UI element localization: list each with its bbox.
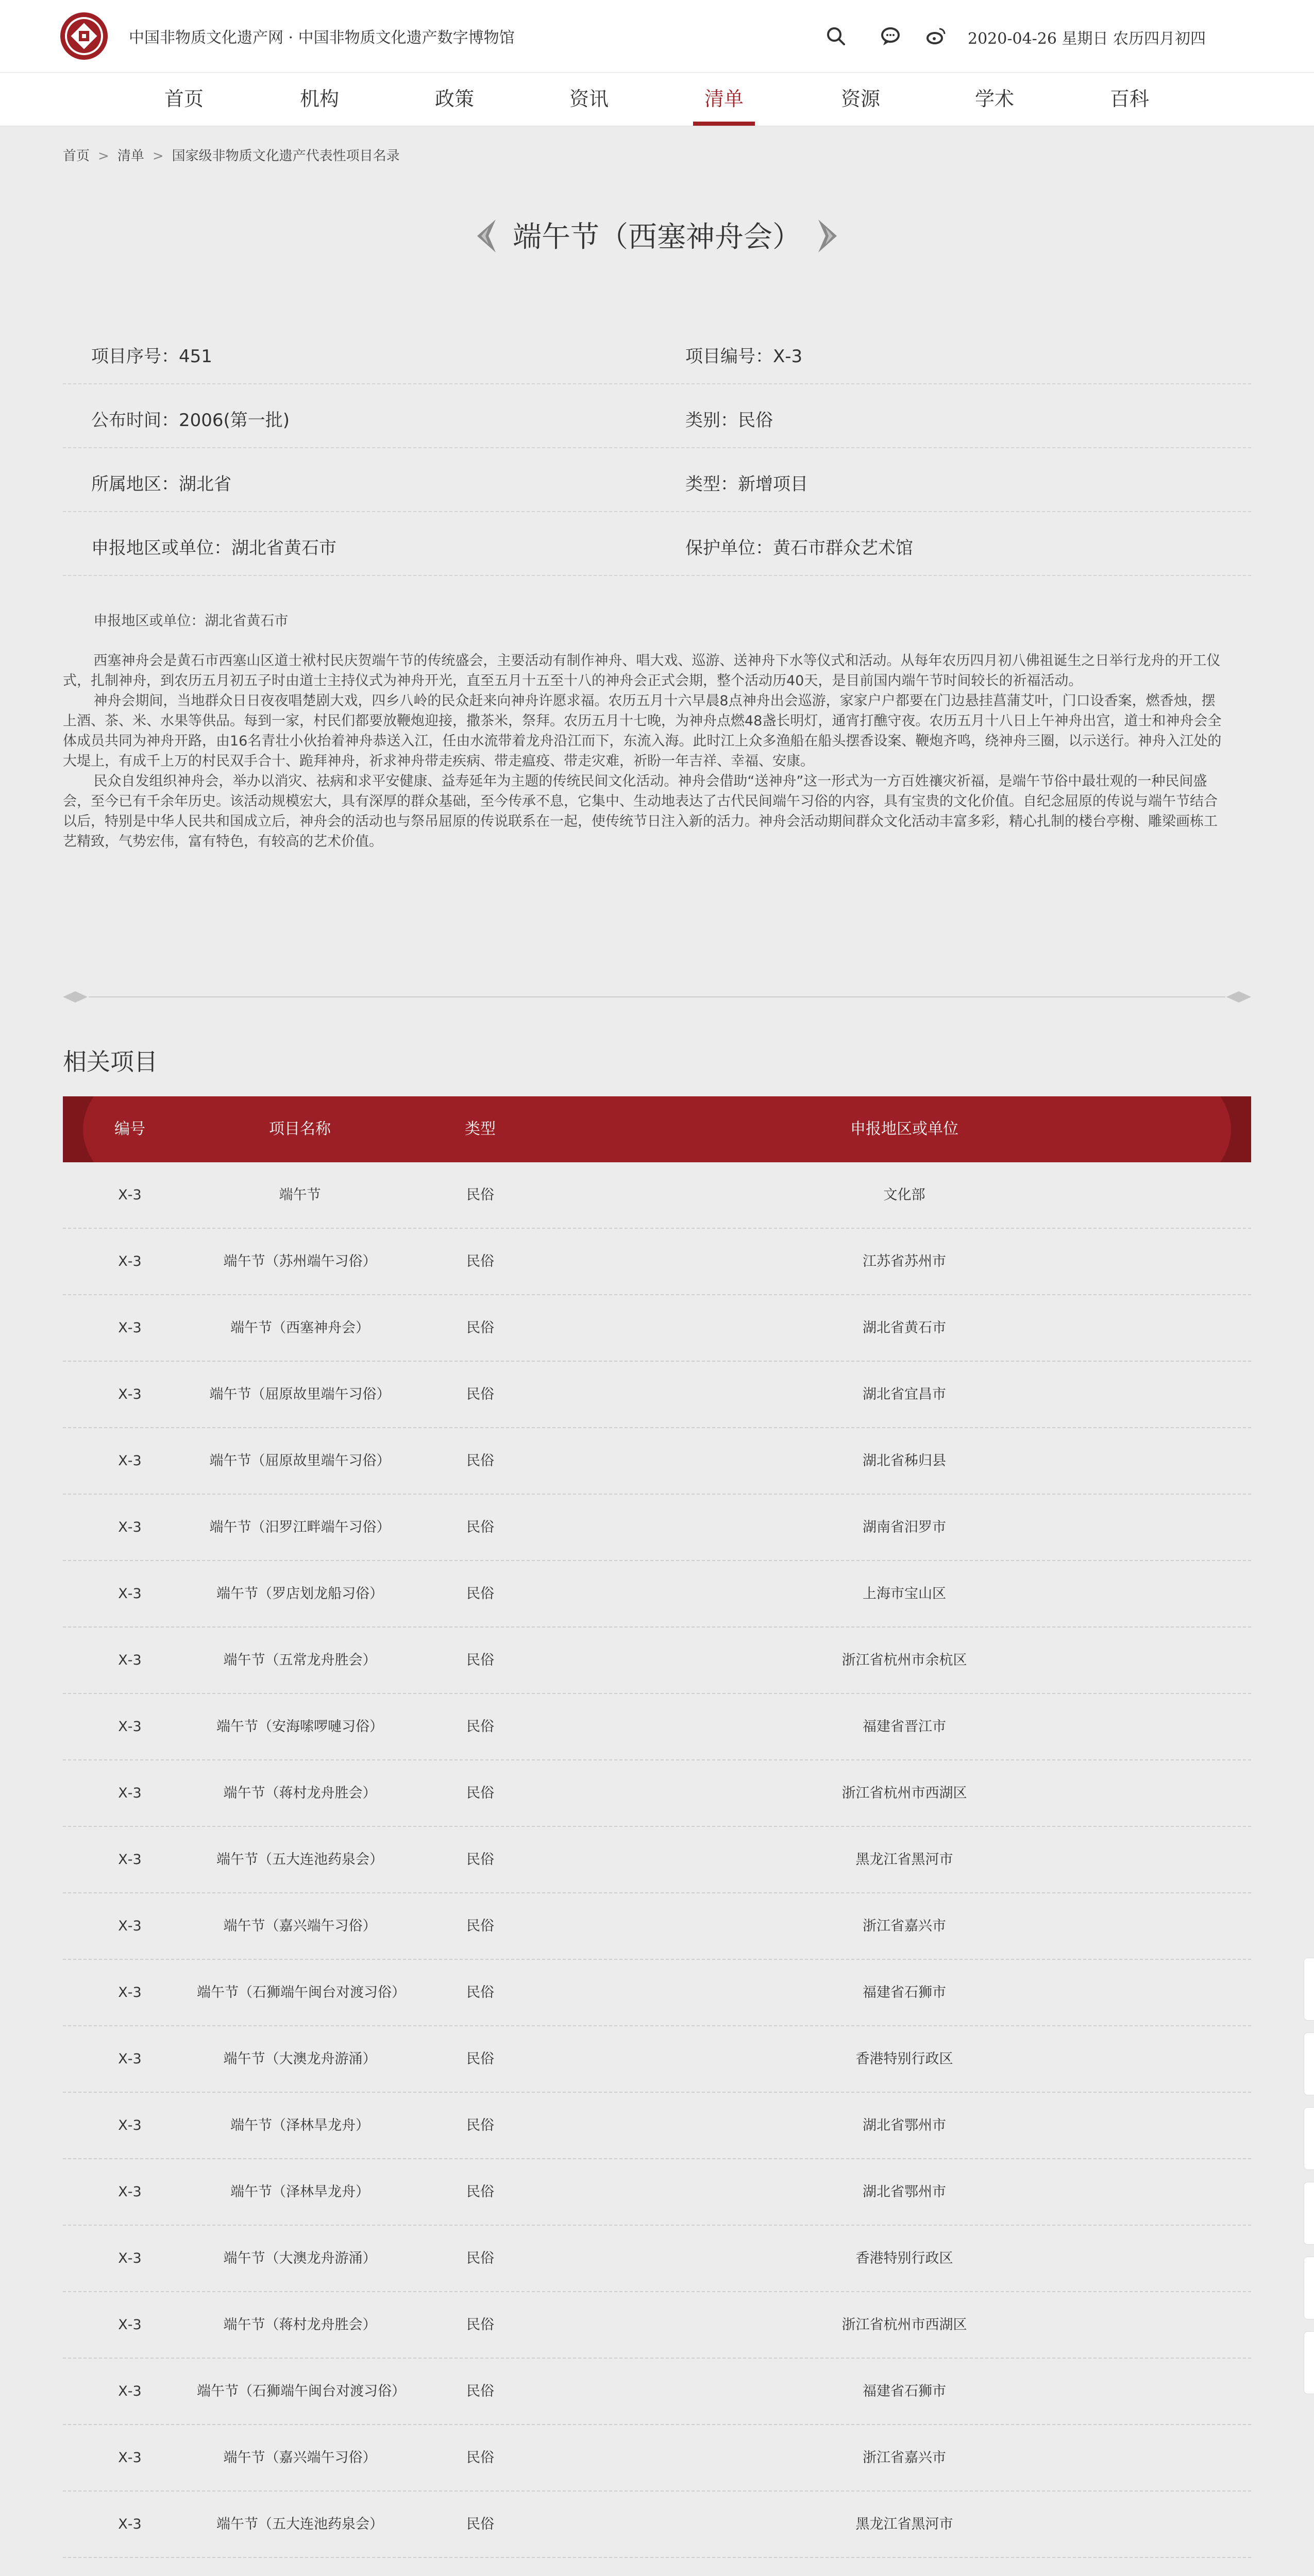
table-row[interactable] xyxy=(63,1295,1251,1362)
cell-region: 湖北省鄂州市 xyxy=(863,2117,946,2133)
cell-type: 民俗 xyxy=(466,1453,494,1469)
table-row[interactable] xyxy=(63,1827,1251,1893)
cell-type: 民俗 xyxy=(466,2117,494,2133)
table-row[interactable] xyxy=(63,2425,1251,2492)
cell-type: 民俗 xyxy=(466,1985,494,2001)
current-date: 2020-04-26 星期日 农历四月初四 xyxy=(968,30,1206,48)
cell-type: 民俗 xyxy=(466,1785,494,1801)
table-row[interactable] xyxy=(63,1428,1251,1495)
side-float-tab[interactable] xyxy=(1304,2032,1314,2095)
cell-region: 黑龙江省黑河市 xyxy=(855,2516,953,2532)
project-code: 项目编号：Ⅹ-3 xyxy=(685,346,803,367)
cell-name[interactable]: 端午节（西塞神舟会） xyxy=(230,1320,369,1336)
info-row xyxy=(63,511,1251,576)
right-ornament-icon xyxy=(816,216,841,256)
cell-code: Ⅹ-3 xyxy=(118,2117,142,2133)
cell-name[interactable]: 端午节（五大连池药泉会） xyxy=(216,1852,383,1868)
cell-name[interactable]: 端午节（罗店划龙船习俗） xyxy=(216,1586,383,1602)
cell-code: Ⅹ-3 xyxy=(118,2051,142,2067)
cell-code: Ⅹ-3 xyxy=(118,2450,142,2466)
chat-icon[interactable] xyxy=(879,25,902,47)
cell-name[interactable]: 端午节（安海嗦啰嗹习俗） xyxy=(216,1719,383,1735)
cell-code: Ⅹ-3 xyxy=(118,2383,142,2399)
cell-code: Ⅹ-3 xyxy=(118,1852,142,1868)
cell-type: 民俗 xyxy=(466,2184,494,2200)
project-type: 类型：新增项目 xyxy=(685,474,808,495)
cell-region: 湖北省鄂州市 xyxy=(863,2184,946,2200)
cell-region: 浙江省嘉兴市 xyxy=(863,2450,946,2466)
cell-type: 民俗 xyxy=(466,1652,494,1668)
cell-region: 文化部 xyxy=(883,1187,925,1203)
side-float-tab[interactable] xyxy=(1304,2331,1314,2394)
table-row[interactable] xyxy=(63,2492,1251,2558)
side-float-tab[interactable] xyxy=(1304,2257,1314,2319)
info-row xyxy=(63,447,1251,512)
cell-type: 民俗 xyxy=(466,1918,494,1934)
cell-type: 民俗 xyxy=(466,2450,494,2466)
title-section xyxy=(0,206,1314,263)
search-icon[interactable] xyxy=(824,25,847,47)
cell-region: 福建省石狮市 xyxy=(863,2383,946,2399)
breadcrumb-current[interactable]: 国家级非物质文化遗产代表性项目名录 xyxy=(172,148,400,164)
cell-type: 民俗 xyxy=(466,2250,494,2266)
cell-code: Ⅹ-3 xyxy=(118,1918,142,1934)
cell-type: 民俗 xyxy=(466,1386,494,1402)
table-row[interactable] xyxy=(63,1760,1251,1827)
cell-region: 湖北省宜昌市 xyxy=(863,1386,946,1402)
chevron-right-icon: > xyxy=(98,148,109,164)
nav-item-home[interactable]: 首页 xyxy=(164,88,204,110)
breadcrumb-home[interactable]: 首页 xyxy=(63,148,90,164)
description-paragraph: 神舟会期间，当地群众日日夜夜唱楚剧大戏，四乡八岭的民众赶来向神舟许愿求福。农历五月十六早晨8点神舟出会巡游，家家户户都要在门边悬挂菖蒲艾叶，门口设香案，燃香烛，摆上酒、茶、米、水果等供品。每到一家，村民们都要放鞭炮迎接，撒茶米，祭拜。农历五月十七晚，为神舟点燃48盏长明灯，通宵打醮守夜。农历五月十八日上午神舟出宫，道士和神舟会全体成员共同为神舟开路，由16名青壮小伙抬着神舟恭送入江，任由水流带着龙舟沿江而下，东流入海。此时江上众多渔船在船头摆香设案、鞭炮齐鸣，绕神舟三圈，以示送行。神舟入江处的大堤上，有成千上万的村民双手合十、跪拜神舟，祈求神舟带走疾病、带走瘟疫、带走灾难，祈盼一年吉祥、幸福、安康。 xyxy=(63,693,1222,769)
top-header xyxy=(0,0,1314,73)
cell-name[interactable]: 端午节（蒋村龙舟胜会） xyxy=(223,1785,377,1801)
cell-code xyxy=(63,2558,197,2576)
project-region: 所属地区：湖北省 xyxy=(91,474,231,495)
declaring-unit: 申报地区或单位：湖北省黄石市 xyxy=(91,538,336,558)
cell-type: 民俗 xyxy=(466,2051,494,2067)
cell-region: 浙江省杭州市西湖区 xyxy=(841,1785,967,1801)
nav-item-resources[interactable]: 资源 xyxy=(840,88,880,110)
weibo-icon[interactable] xyxy=(925,25,948,47)
table-row[interactable] xyxy=(63,1362,1251,1428)
cell-region: 上海市宝山区 xyxy=(863,1586,946,1602)
cell-name[interactable]: 端午节（大澳龙舟游涌） xyxy=(223,2051,377,2067)
cell-code: Ⅹ-3 xyxy=(118,1586,142,1602)
nav-item-encyclopedia[interactable]: 百科 xyxy=(1109,88,1149,110)
cell-type: 民俗 xyxy=(466,2317,494,2333)
cell-region: 湖北省秭归县 xyxy=(863,1453,946,1469)
cell-region: 江苏省苏州市 xyxy=(863,1253,946,1269)
related-projects-table xyxy=(63,1096,1251,2576)
table-row[interactable] xyxy=(63,2226,1251,2292)
cell-type: 民俗 xyxy=(466,1253,494,1269)
protection-unit: 保护单位：黄石市群众艺术馆 xyxy=(685,538,913,558)
table-row[interactable] xyxy=(63,2093,1251,2159)
table-row[interactable] xyxy=(63,2292,1251,2359)
info-row xyxy=(63,383,1251,448)
cell-type: 民俗 xyxy=(466,1852,494,1868)
side-float-tab[interactable] xyxy=(1304,2107,1314,2170)
column-header-region: 申报地区或单位 xyxy=(850,1120,958,1138)
side-float-tab[interactable] xyxy=(1304,2182,1314,2245)
cell-type: 民俗 xyxy=(466,1187,494,1203)
cell-code: Ⅹ-3 xyxy=(118,1386,142,1402)
cell-code: Ⅹ-3 xyxy=(118,1719,142,1735)
column-header-type: 类型 xyxy=(465,1120,496,1138)
cell-name[interactable]: 端午节（五大连池药泉会） xyxy=(216,2516,383,2532)
table-row[interactable] xyxy=(63,1893,1251,1960)
table-row[interactable] xyxy=(63,2159,1251,2226)
nav-item-institutions[interactable]: 机构 xyxy=(299,88,339,110)
table-row[interactable] xyxy=(63,1694,1251,1760)
cell-code: Ⅹ-3 xyxy=(118,2317,142,2333)
page-title: 端午节（西塞神舟会） xyxy=(513,221,801,254)
cell-type: 民俗 xyxy=(466,2516,494,2532)
cell-region: 福建省晋江市 xyxy=(863,1719,946,1735)
cell-region: 浙江省杭州市余杭区 xyxy=(841,1652,967,1668)
cell-code: Ⅹ-3 xyxy=(118,1652,142,1668)
column-header-name: 项目名称 xyxy=(269,1120,331,1138)
breadcrumb-list[interactable]: 清单 xyxy=(117,148,144,164)
table-row[interactable] xyxy=(63,1628,1251,1694)
chevron-right-icon: > xyxy=(152,148,164,164)
table-row[interactable] xyxy=(63,2026,1251,2093)
cell-type: 民俗 xyxy=(466,1320,494,1336)
cell-code: Ⅹ-3 xyxy=(118,1519,142,1535)
cell-name[interactable]: 端午节（石狮端午闽台对渡习俗） xyxy=(197,2383,406,2399)
publish-time: 公布时间：2006(第一批) xyxy=(91,410,290,431)
table-row[interactable] xyxy=(63,1960,1251,2026)
project-seq: 项目序号：451 xyxy=(91,346,212,367)
table-header xyxy=(63,1096,1251,1162)
cell-type xyxy=(403,2558,558,2576)
section-divider xyxy=(63,989,1251,1005)
cell-name[interactable]: 端午节（蒋村龙舟胜会） xyxy=(223,2317,377,2333)
info-row xyxy=(63,319,1251,384)
cell-name[interactable]: 端午节（嘉兴端午习俗） xyxy=(223,2450,377,2466)
related-projects-title: 相关项目 xyxy=(63,1048,158,1076)
cell-name[interactable]: 端午节（屈原故里端午习俗） xyxy=(209,1386,391,1402)
nav-item-list[interactable]: 清单 xyxy=(672,73,776,126)
cell-name[interactable]: 端午节（泽林旱龙舟） xyxy=(230,2184,369,2200)
cell-code: Ⅹ-3 xyxy=(118,2516,142,2532)
cell-region: 香港特别行政区 xyxy=(855,2250,953,2266)
cell-region xyxy=(558,2558,1251,2576)
table-row[interactable] xyxy=(63,1495,1251,1561)
column-header-code: 编号 xyxy=(114,1120,145,1138)
cell-code: Ⅹ-3 xyxy=(118,1453,142,1469)
cell-region: 福建省石狮市 xyxy=(863,1985,946,2001)
cell-region: 湖南省汨罗市 xyxy=(863,1519,946,1535)
side-float-tab[interactable] xyxy=(1304,1958,1314,2021)
cell-region: 黑龙江省黑河市 xyxy=(855,1852,953,1868)
table-row[interactable] xyxy=(63,2558,1251,2576)
cell-type: 民俗 xyxy=(466,1719,494,1735)
nav-item-news[interactable]: 资讯 xyxy=(569,88,609,110)
table-row[interactable] xyxy=(63,1229,1251,1295)
cell-code: Ⅹ-3 xyxy=(118,2250,142,2266)
cell-type: 民俗 xyxy=(466,1586,494,1602)
cell-code: Ⅹ-3 xyxy=(118,1985,142,2001)
cell-region: 湖北省黄石市 xyxy=(863,1320,946,1336)
table-row[interactable] xyxy=(63,2359,1251,2425)
cell-name[interactable]: 端午节（屈原故里端午习俗） xyxy=(209,1453,391,1469)
cell-code: Ⅹ-3 xyxy=(118,2184,142,2200)
cell-name[interactable] xyxy=(197,2558,403,2576)
site-logo-icon[interactable] xyxy=(59,11,109,61)
description-unit-line: 申报地区或单位：湖北省黄石市 xyxy=(93,613,289,629)
main-nav xyxy=(0,73,1314,126)
cell-name[interactable]: 端午节 xyxy=(279,1187,321,1203)
cell-name[interactable]: 端午节（嘉兴端午习俗） xyxy=(223,1918,377,1934)
cell-type: 民俗 xyxy=(466,2383,494,2399)
site-title[interactable]: 中国非物质文化遗产网 · 中国非物质文化遗产数字博物馆 xyxy=(129,29,515,47)
table-row[interactable] xyxy=(63,1561,1251,1628)
project-category: 类别：民俗 xyxy=(685,410,773,431)
cell-name[interactable]: 端午节（大澳龙舟游涌） xyxy=(223,2250,377,2266)
cell-code: Ⅹ-3 xyxy=(118,1785,142,1801)
cell-name[interactable]: 端午节（苏州端午习俗） xyxy=(223,1253,377,1269)
description-paragraph: 西塞神舟会是黄石市西塞山区道士袱村民庆贺端午节的传统盛会，主要活动有制作神舟、唱大戏、巡游、送神舟下水等仪式和活动。从每年农历四月初八佛祖诞生之日举行龙舟的开工仪式，扎制神舟，到农历五月初五子时由道士主持仪式为神舟开光，直至五月十五至十八的神舟会正式会期，整个活动历40天，是目前国内端午节时间较长的祈福活动。 xyxy=(63,653,1221,689)
project-description xyxy=(63,611,1222,852)
cell-name[interactable]: 端午节（汨罗江畔端午习俗） xyxy=(209,1519,391,1535)
description-paragraph: 民众自发组织神舟会，举办以消灾、祛病和求平安健康、益寿延年为主题的传统民间文化活动。神舟会借助“送神舟”这一形式为一方百姓禳灾祈福，是端午节俗中最壮观的一种民间盛会，至今已有千余年历史。该活动规模宏大，具有深厚的群众基础，至今传承不息，它集中、生动地表达了古代民间端午习俗的内容，具有宝贵的文化价值。自纪念屈原的传说与端午节结合以后，特别是中华人民共和国成立后，神舟会的活动也与祭吊屈原的传说联系在一起，使传统节日注入新的活力。神舟会活动期间群众文化活动丰富多彩，精心扎制的楼台亭榭、雕梁画栋工艺精致，气势宏伟，富有特色，有较高的艺术价值。 xyxy=(63,773,1218,850)
nav-item-policy[interactable]: 政策 xyxy=(434,88,474,110)
cell-code: Ⅹ-3 xyxy=(118,1320,142,1336)
cell-region: 香港特别行政区 xyxy=(855,2051,953,2067)
cell-name[interactable]: 端午节（泽林旱龙舟） xyxy=(230,2117,369,2133)
cell-region: 浙江省杭州市西湖区 xyxy=(841,2317,967,2333)
cell-type: 民俗 xyxy=(466,1519,494,1535)
cell-code: Ⅹ-3 xyxy=(118,1187,142,1203)
cell-region: 浙江省嘉兴市 xyxy=(863,1918,946,1934)
cell-name[interactable]: 端午节（石狮端午闽台对渡习俗） xyxy=(197,1985,406,2001)
cell-code: Ⅹ-3 xyxy=(118,1253,142,1269)
breadcrumb xyxy=(63,145,400,164)
cell-name[interactable]: 端午节（五常龙舟胜会） xyxy=(223,1652,377,1668)
table-row[interactable] xyxy=(63,1162,1251,1229)
nav-item-academic[interactable]: 学术 xyxy=(974,88,1014,110)
